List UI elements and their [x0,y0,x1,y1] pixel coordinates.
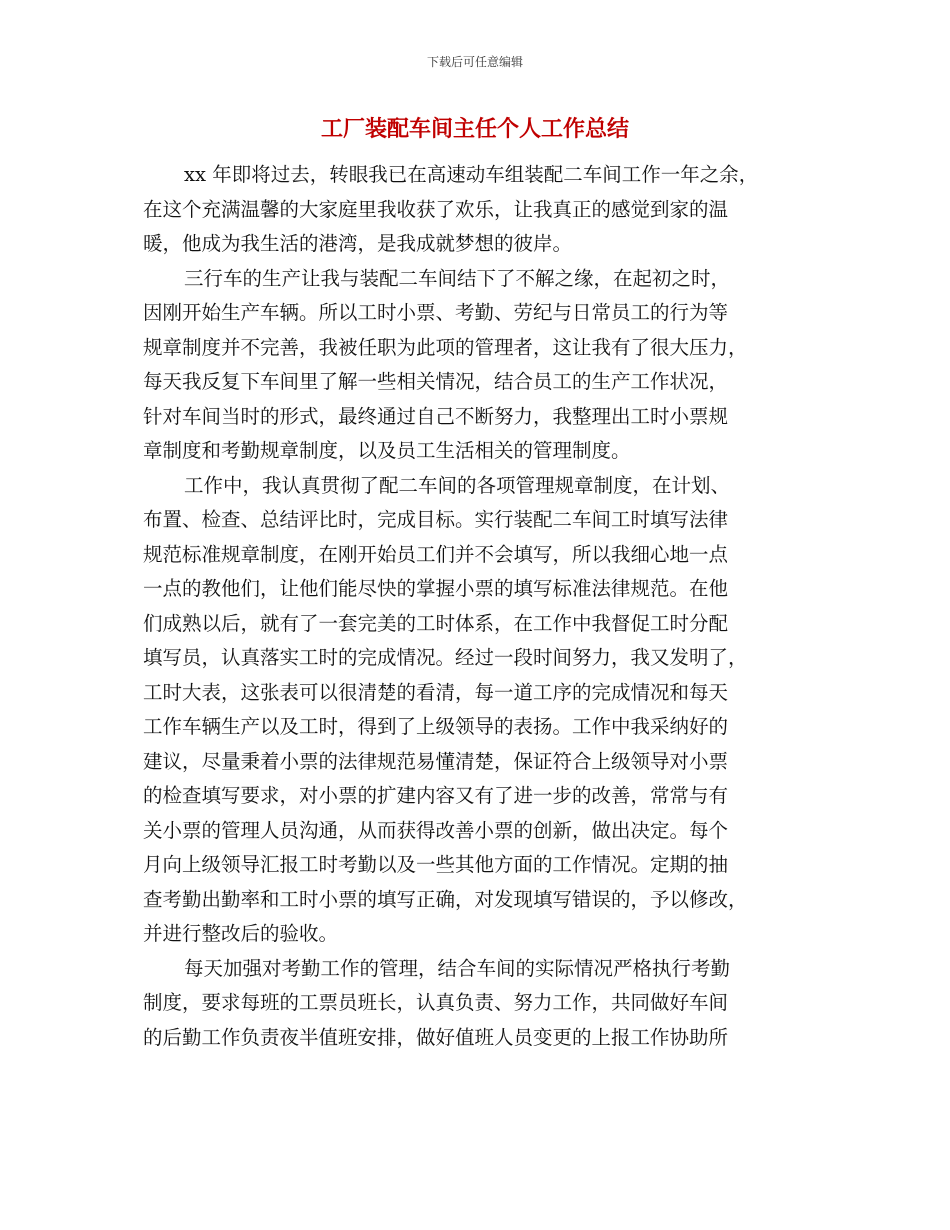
body-text-line: 规章制度并不完善，我被任职为此项的管理者，这让我有了很大压力， [143,335,748,359]
document-body [143,158,809,1055]
body-text-line: 规范标准规章制度，在刚开始员工们并不会填写，所以我细心地一点 [143,542,729,566]
body-text-line: xx 年即将过去，转眼我已在高速动车组装配二车间工作一年之余， [184,163,759,186]
body-text-line: 针对车间当时的形式，最终通过自己不断努力，我整理出工时小票规 [143,404,729,428]
body-text-line: 三行车的生产让我与装配二车间结下了不解之缘，在起初之时， [184,266,731,290]
body-text-line: 布置、检查、总结评比时，完成目标。实行装配二车间工时填写法律 [143,508,729,531]
body-text-line: 一点的教他们，让他们能尽快的掌握小票的填写标准法律规范。在他 [143,577,729,600]
body-text-line: 的后勤工作负责夜半值班安排，做好值班人员变更的上报工作协助所 [143,1025,729,1049]
body-text-line: 的检查填写要求，对小票的扩建内容又有了进一步的改善，常常与有 [143,784,729,807]
body-text-line: 每天加强对考勤工作的管理，结合车间的实际情况严格执行考勤 [184,956,731,980]
body-text-line: 填写员，认真落实工时的完成情况。经过一段时间努力，我又发明了， [143,646,748,669]
body-text-line: 并进行整改后的验收。 [143,922,339,945]
body-text-line: 在这个充满温馨的大家庭里我收获了欢乐，让我真正的感觉到家的温 [143,197,729,221]
body-text-line: 们成熟以后，就有了一套完美的工时体系，在工作中我督促工时分配 [143,611,729,635]
body-text-line: 月向上级领导汇报工时考勤以及一些其他方面的工作情况。定期的抽 [143,853,729,876]
body-text-line: 章制度和考勤规章制度，以及员工生活相关的管理制度。 [143,439,631,462]
body-text-line: 因刚开始生产车辆。所以工时小票、考勤、劳纪与日常员工的行为等 [143,301,729,324]
body-text-line: 工时大表，这张表可以很清楚的看清，每一道工序的完成情况和每天 [143,680,729,704]
body-text-line: 查考勤出勤率和工时小票的填写正确，对发现填写错误的，予以修改， [143,887,748,911]
body-text-line: 工作车辆生产以及工时，得到了上级领导的表扬。工作中我采纳好的 [143,715,729,738]
body-text-line: 暖，他成为我生活的港湾，是我成就梦想的彼岸。 [143,232,573,255]
body-text-line: 制度，要求每班的工票员班长，认真负责、努力工作，共同做好车间 [143,991,729,1014]
document-title: 工厂装配车间主任个人工作总结 [320,117,629,142]
body-text-line: 每天我反复下车间里了解一些相关情况，结合员工的生产工作状况， [143,370,729,393]
body-text-line: 建议，尽量秉着小票的法律规范易懂清楚，保证符合上级领导对小票 [143,749,729,773]
page-header-note: 下载后可任意编辑 [426,55,523,69]
body-text-line: 工作中，我认真贯彻了配二车间的各项管理规章制度，在计划、 [184,473,731,497]
body-text-line: 关小票的管理人员沟通，从而获得改善小票的创新，做出决定。每个 [143,818,729,842]
